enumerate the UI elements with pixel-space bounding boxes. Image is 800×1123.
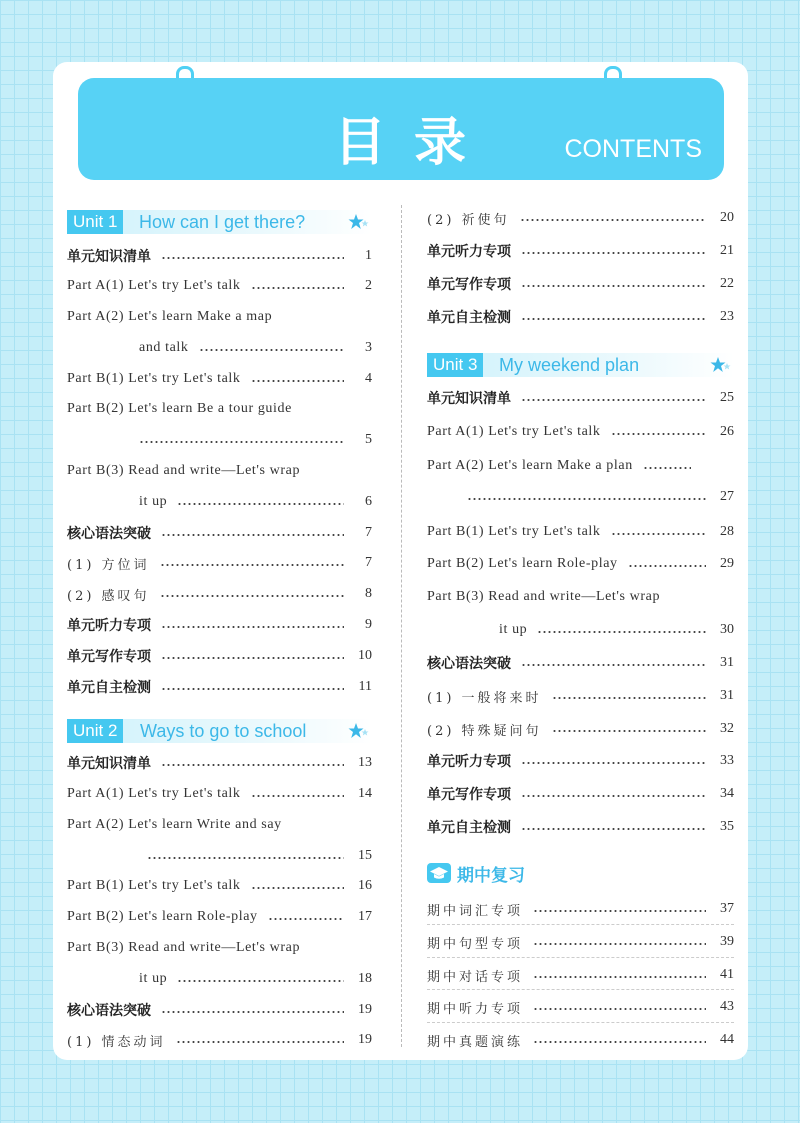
leader-dots [251, 887, 344, 889]
leader-dots [537, 631, 706, 633]
entry-title: 期中句型专项 [427, 936, 524, 952]
page-number: 19 [358, 1032, 372, 1047]
star-icon [348, 722, 370, 740]
page-number: 4 [365, 371, 372, 386]
entry-title: Part B(1) Let's try Let's talk [67, 371, 241, 386]
page-subtitle: CONTENTS [564, 135, 702, 163]
leader-dots [552, 730, 706, 732]
page-number: 6 [365, 494, 372, 509]
leader-dots [199, 349, 344, 351]
left-column [67, 210, 372, 1050]
page-number: 13 [358, 755, 372, 770]
entry-title: (2) 感叹句 [67, 588, 150, 604]
right-column [427, 207, 734, 1052]
toc-entry[interactable] [67, 906, 372, 928]
entry-title: 期中词汇专项 [427, 903, 524, 919]
page-number: 19 [358, 1002, 372, 1017]
entry-title: 单元写作专项 [427, 277, 511, 293]
toc-entry[interactable] [67, 875, 372, 897]
toc-entry-continued[interactable] [67, 968, 372, 990]
leader-dots [611, 533, 706, 535]
unit-title: How can I get there? [139, 212, 306, 232]
leader-dots [521, 318, 706, 320]
page-number: 20 [720, 210, 734, 225]
row-separator [427, 1022, 734, 1023]
toc-entry[interactable] [427, 306, 734, 328]
page-number: 25 [720, 390, 734, 405]
page-number: 27 [720, 489, 734, 504]
page-number: 44 [720, 1032, 734, 1047]
leader-dots [139, 441, 344, 443]
entry-title: Part B(1) Let's try Let's talk [67, 878, 241, 893]
page-number: 29 [720, 556, 734, 571]
leader-dots [533, 1041, 706, 1043]
page-number: 8 [365, 586, 372, 601]
toc-entry[interactable] [67, 275, 372, 297]
page-number: 15 [358, 848, 372, 863]
unit-number: Unit 3 [427, 353, 483, 377]
leader-dots [521, 285, 706, 287]
entry-title: 核心语法突破 [67, 526, 151, 542]
page-number: 7 [365, 525, 372, 540]
toc-entry[interactable] [427, 586, 734, 608]
entry-title: Part B(2) Let's learn Be a tour guide [67, 401, 292, 416]
leader-dots [251, 795, 344, 797]
entry-title: 期中真题演练 [427, 1034, 524, 1050]
toc-entry[interactable] [427, 783, 734, 805]
toc-entry[interactable] [427, 931, 734, 953]
leader-dots [643, 467, 691, 469]
leader-dots [161, 534, 344, 536]
entry-title: Part A(2) Let's learn Write and say [67, 817, 282, 832]
entry-title: Part A(2) Let's learn Make a plan [427, 458, 633, 473]
toc-entry[interactable] [67, 245, 372, 267]
leader-dots [251, 380, 344, 382]
toc-entry[interactable] [67, 645, 372, 667]
leader-dots [147, 857, 344, 859]
entry-title: 单元写作专项 [427, 787, 511, 803]
leader-dots [160, 564, 344, 566]
page-number: 26 [720, 424, 734, 439]
leader-dots [177, 503, 344, 505]
column-divider [401, 205, 402, 1047]
leader-dots [520, 219, 706, 221]
leader-dots [611, 433, 706, 435]
toc-entry-continued[interactable] [427, 619, 734, 641]
star-icon [348, 213, 370, 231]
page-number: 39 [720, 934, 734, 949]
midterm-header[interactable] [427, 860, 525, 886]
leader-dots [521, 762, 706, 764]
unit-header[interactable] [427, 353, 734, 377]
page-number: 3 [365, 340, 372, 355]
unit-header[interactable] [67, 719, 372, 743]
toc-entry-continued[interactable] [67, 337, 372, 359]
entry-title: 期中听力专项 [427, 1001, 524, 1017]
toc-entry[interactable] [427, 996, 734, 1018]
unit-title: My weekend plan [499, 355, 640, 375]
page-number: 22 [720, 276, 734, 291]
toc-entry[interactable] [67, 306, 372, 328]
toc-entry[interactable] [427, 421, 734, 443]
leader-dots [161, 657, 344, 659]
entry-title: 单元听力专项 [427, 244, 511, 260]
star-icon [710, 356, 732, 374]
entry-title: it up [139, 971, 168, 986]
unit-number: Unit 2 [67, 719, 123, 743]
leader-dots [467, 498, 706, 500]
toc-entry[interactable] [427, 750, 734, 772]
page-number: 18 [358, 971, 372, 986]
page-number: 7 [365, 555, 372, 570]
entry-title: 期中对话专项 [427, 969, 524, 985]
page-number: 2 [365, 278, 372, 293]
toc-entry[interactable] [67, 460, 372, 482]
page-number: 43 [720, 999, 734, 1014]
toc-entry[interactable] [427, 387, 734, 409]
unit-header[interactable] [67, 210, 372, 234]
page-number: 28 [720, 524, 734, 539]
entry-title: 单元知识清单 [67, 756, 151, 772]
entry-title: Part A(1) Let's try Let's talk [427, 424, 601, 439]
page-number: 35 [720, 819, 734, 834]
toc-entry[interactable] [427, 207, 734, 229]
toc-entry[interactable] [67, 583, 372, 605]
row-separator [427, 924, 734, 925]
toc-entry[interactable] [67, 1029, 372, 1051]
page-number: 23 [720, 309, 734, 324]
entry-title: (2) 祈使句 [427, 212, 510, 228]
page-number: 17 [358, 909, 372, 924]
page-number: 1 [365, 248, 372, 263]
entry-title: Part B(3) Read and write—Let's wrap [67, 940, 301, 955]
toc-entry[interactable] [427, 652, 734, 674]
page-number: 10 [358, 648, 372, 663]
entry-title: Part B(2) Let's learn Role-play [427, 556, 618, 571]
page-number: 31 [720, 655, 734, 670]
toc-entry[interactable] [427, 964, 734, 986]
leader-dots [521, 664, 706, 666]
leader-dots [533, 1008, 706, 1010]
toc-entry[interactable] [67, 752, 372, 774]
toc-entry[interactable] [427, 521, 734, 543]
leader-dots [268, 918, 344, 920]
page-number: 9 [365, 617, 372, 632]
entry-title: (2) 特殊疑问句 [427, 723, 542, 739]
page-number: 33 [720, 753, 734, 768]
page-number: 11 [358, 679, 372, 694]
leader-dots [521, 252, 706, 254]
toc-entry-continued[interactable] [427, 486, 734, 508]
page-number: 21 [720, 243, 734, 258]
toc-entry[interactable] [67, 999, 372, 1021]
page-number: 41 [720, 967, 734, 982]
toc-entry[interactable] [427, 273, 734, 295]
entry-title: Part B(3) Read and write—Let's wrap [67, 463, 301, 478]
leader-dots [251, 287, 344, 289]
entry-title: 单元自主检测 [427, 310, 511, 326]
entry-title: 单元自主检测 [67, 680, 151, 696]
toc-entry[interactable] [427, 898, 734, 920]
leader-dots [521, 399, 706, 401]
toc-entry[interactable] [67, 783, 372, 805]
entry-title: 核心语法突破 [427, 656, 511, 672]
entry-title: (1) 情态动词 [67, 1034, 166, 1050]
leader-dots [161, 1011, 344, 1013]
leader-dots [533, 910, 706, 912]
entry-title: it up [139, 494, 168, 509]
page-number: 34 [720, 786, 734, 801]
toc-entry[interactable] [67, 814, 372, 836]
toc-entry[interactable] [67, 937, 372, 959]
leader-dots [160, 595, 344, 597]
page-number: 31 [720, 688, 734, 703]
unit-title: Ways to go to school [140, 721, 307, 741]
toc-entry-continued[interactable] [67, 845, 372, 867]
toc-entry[interactable] [67, 614, 372, 636]
leader-dots [533, 976, 706, 978]
toc-entry[interactable] [427, 240, 734, 262]
row-separator [427, 989, 734, 990]
entry-title: it up [499, 622, 528, 637]
midterm-title: 期中复习 [457, 865, 525, 886]
page-number: 16 [358, 878, 372, 893]
toc-entry[interactable] [427, 685, 734, 707]
leader-dots [161, 257, 344, 259]
leader-dots [161, 688, 344, 690]
leader-dots [176, 1041, 344, 1043]
toc-entry[interactable] [427, 718, 734, 740]
leader-dots [161, 764, 344, 766]
toc-entry[interactable] [67, 552, 372, 574]
entry-title: (1) 方位词 [67, 557, 150, 573]
entry-title: Part B(1) Let's try Let's talk [427, 524, 601, 539]
page-number: 14 [358, 786, 372, 801]
entry-title: Part B(2) Let's learn Role-play [67, 909, 258, 924]
entry-title: 核心语法突破 [67, 1003, 151, 1019]
entry-title: and talk [139, 340, 189, 355]
entry-title: Part B(3) Read and write—Let's wrap [427, 589, 661, 604]
page-number: 37 [720, 901, 734, 916]
entry-title: Part A(1) Let's try Let's talk [67, 278, 241, 293]
toc-entry[interactable] [427, 1029, 734, 1051]
toc-entry[interactable] [67, 368, 372, 390]
leader-dots [628, 565, 706, 567]
leader-dots [177, 980, 344, 982]
entry-title: (1) 一般将来时 [427, 690, 542, 706]
leader-dots [521, 795, 706, 797]
toc-entry[interactable] [427, 455, 734, 477]
entry-title: 单元知识清单 [427, 391, 511, 407]
page-number: 30 [720, 622, 734, 637]
entry-title: 单元听力专项 [427, 754, 511, 770]
leader-dots [552, 697, 706, 699]
entry-title: 单元写作专项 [67, 649, 151, 665]
entry-title: Part A(1) Let's try Let's talk [67, 786, 241, 801]
entry-title: 单元听力专项 [67, 618, 151, 634]
toc-entry[interactable] [67, 676, 372, 698]
entry-title: Part A(2) Let's learn Make a map [67, 309, 273, 324]
leader-dots [521, 828, 706, 830]
entry-title: 单元自主检测 [427, 820, 511, 836]
leader-dots [161, 626, 344, 628]
entry-title: 单元知识清单 [67, 249, 151, 265]
toc-entry[interactable] [427, 816, 734, 838]
graduation-cap-icon [427, 863, 451, 883]
toc-entry[interactable] [67, 522, 372, 544]
toc-entry[interactable] [427, 553, 734, 575]
page-number: 32 [720, 721, 734, 736]
leader-dots [533, 943, 706, 945]
toc-entry[interactable] [67, 398, 372, 420]
page-number: 5 [365, 432, 372, 447]
toc-entry-continued[interactable] [67, 429, 372, 451]
toc-entry-continued[interactable] [67, 491, 372, 513]
unit-number: Unit 1 [67, 210, 123, 234]
page-title: 目录 [333, 113, 494, 173]
row-separator [427, 957, 734, 958]
